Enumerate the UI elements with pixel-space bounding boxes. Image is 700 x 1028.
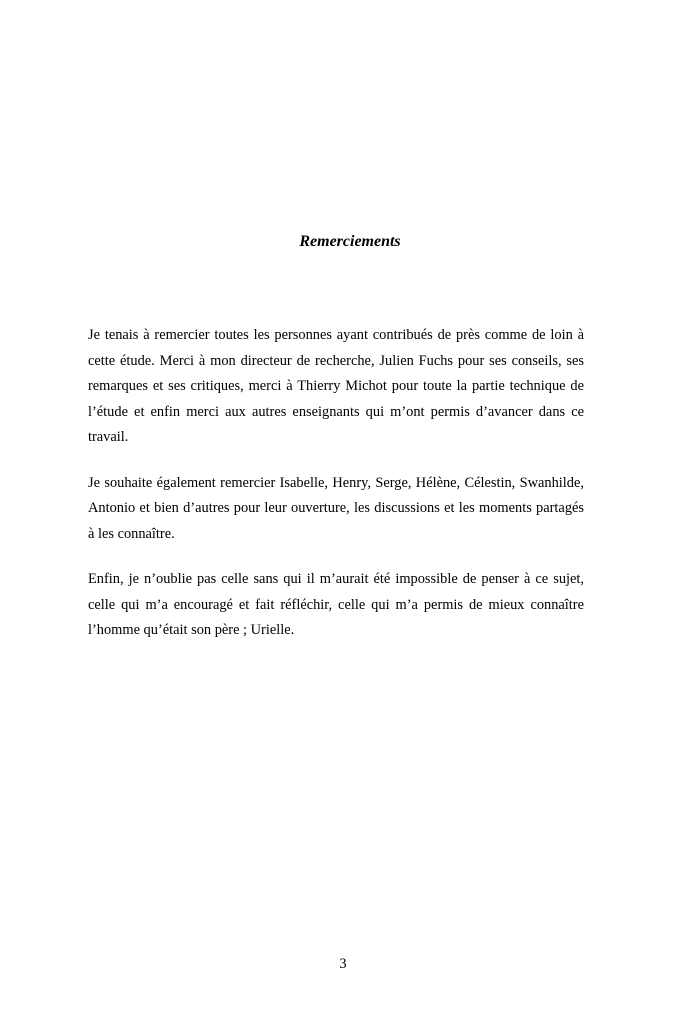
- page-title: Remerciements: [299, 233, 401, 250]
- paragraph-1: Je tenais à remercier toutes les personnes ayant contribués de près comme de loin à cette étude. Merci à mon directeur de recherche, Julien Fuchs pour ses conseils, ses remarques et ses critiques, merci à Thierry Michot pour toute la partie technique de l’étude et enfin merci aux autres enseignants qui m’ont permis d’avancer dans ce travail.: [88, 327, 584, 445]
- page-number: 3: [339, 956, 347, 972]
- acknowledgements-body: [88, 323, 584, 664]
- paragraph-3: Enfin, je n’oublie pas celle sans qui il m’aurait été impossible de penser à ce sujet, celle qui m’a encouragé et fait réfléchir, celle qui m’a permis de mieux connaître l’homme qu’était son père ; Urielle.: [88, 571, 584, 638]
- paragraph-2: Je souhaite également remercier Isabelle, Henry, Serge, Hélène, Célestin, Swanhilde, Antonio et bien d’autres pour leur ouverture, les discussions et les moments partagés à les connaître.: [88, 474, 584, 542]
